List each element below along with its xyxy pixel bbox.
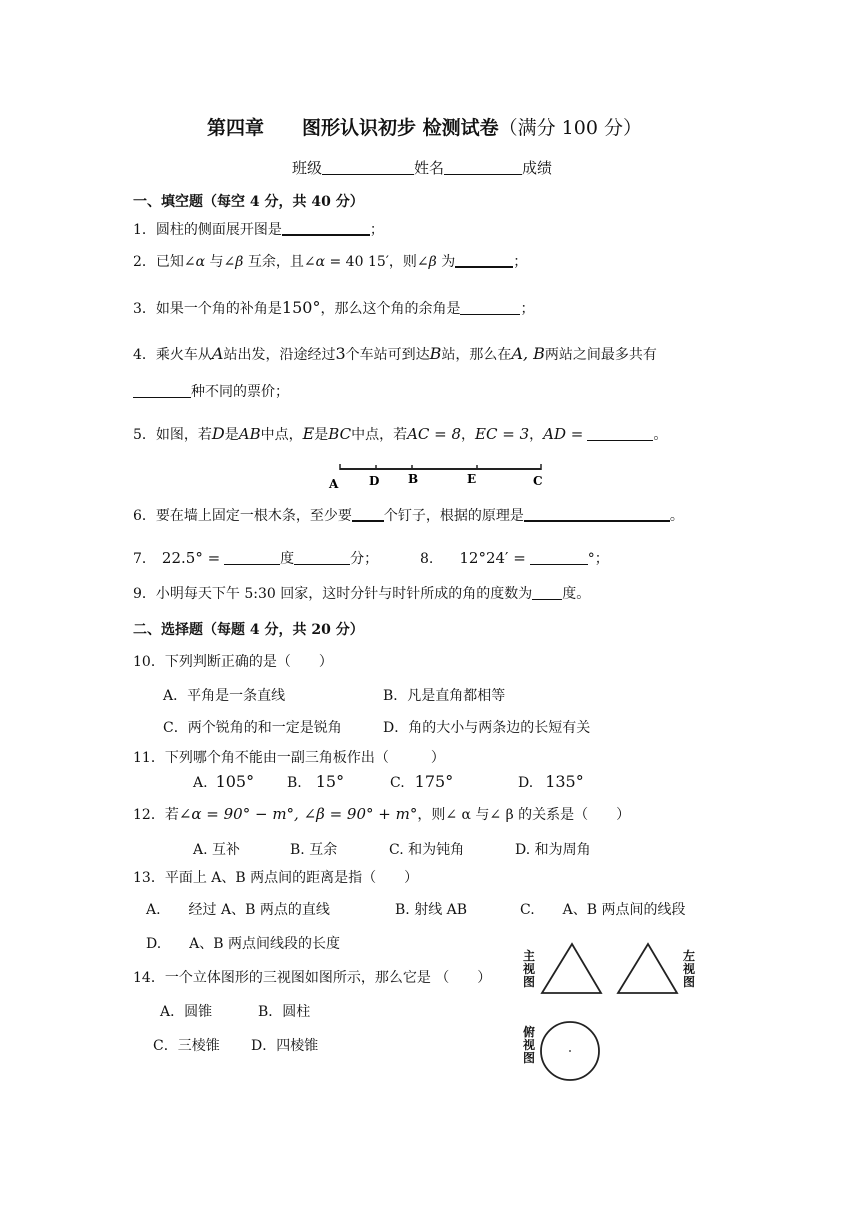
q7-value: 22.5° = bbox=[161, 549, 221, 567]
q2-part-c: 互余，且∠ bbox=[243, 254, 316, 270]
q13-option-a[interactable]: A. 经过 A、B 两点的直线 bbox=[146, 902, 330, 918]
name-label: 姓名 bbox=[414, 159, 445, 177]
q13-option-b[interactable]: B. 射线 AB bbox=[395, 902, 468, 918]
q11-b-value: 15° bbox=[315, 772, 345, 791]
q1-blank[interactable] bbox=[282, 220, 370, 236]
q6-blank1[interactable] bbox=[352, 506, 384, 522]
question-7 bbox=[133, 548, 378, 569]
q3-tail: ； bbox=[520, 301, 535, 317]
q12-suffix: ，则∠ α 与∠ β 的关系是（ ） bbox=[417, 807, 631, 823]
q4-line2-text: 种不同的票价； bbox=[191, 384, 289, 400]
q4-part-b: 站出发，沿途经过 bbox=[223, 347, 336, 363]
q4-part-d: 站，那么在 bbox=[441, 347, 512, 363]
page-title bbox=[207, 118, 642, 138]
q9-text: 9．小明每天下午 5:30 回家，这时分针与时针所成的角的度数为 bbox=[133, 586, 533, 602]
q11-option-b[interactable] bbox=[287, 772, 344, 793]
q2-part-b: 与∠ bbox=[205, 254, 236, 270]
q12-option-b[interactable]: B. 互余 bbox=[290, 842, 338, 858]
q14-option-d[interactable]: D．四棱锥 bbox=[251, 1038, 319, 1054]
q3-blank[interactable] bbox=[460, 300, 520, 315]
q14-option-a[interactable]: A．圆锥 bbox=[160, 1004, 213, 1020]
label-e: E bbox=[467, 472, 477, 486]
q12-option-c[interactable]: C. 和为钝角 bbox=[389, 842, 465, 858]
q5-ac-value: AC = 8 bbox=[407, 425, 462, 443]
q9-tail: 度。 bbox=[562, 586, 591, 602]
q5-segment-ab: AB bbox=[238, 425, 261, 443]
q11-c-letter: C. bbox=[390, 775, 405, 791]
q11-c-value: 175° bbox=[414, 772, 454, 791]
q11-d-value: 135° bbox=[545, 772, 584, 791]
top-view-circle bbox=[538, 1020, 602, 1082]
q11-d-letter: D. bbox=[518, 775, 534, 791]
question-5 bbox=[133, 424, 667, 445]
q3-text2: ，那么这个角的余角是 bbox=[320, 301, 461, 317]
q5-part-c: 中点， bbox=[260, 427, 303, 443]
q12-prefix: 12．若 bbox=[133, 807, 179, 823]
section1-heading: 一、填空题（每空 4 分，共 40 分） bbox=[133, 194, 364, 210]
q5-ec-value: EC = 3 bbox=[475, 425, 530, 443]
q11-a-value: 105° bbox=[215, 772, 255, 791]
question-11-stem: 11．下列哪个角不能由一副三角板作出（ ） bbox=[133, 750, 445, 766]
q7-minute-unit: 分； bbox=[350, 551, 379, 567]
q10-option-b[interactable]: B．凡是直角都相等 bbox=[383, 688, 506, 704]
q4-stations-ab: A, B bbox=[511, 344, 545, 363]
q12-option-d[interactable]: D. 和为周角 bbox=[515, 842, 591, 858]
q2-beta: β bbox=[235, 254, 244, 270]
label-d: D bbox=[369, 474, 380, 488]
question-1 bbox=[133, 220, 384, 240]
q4-station-b: B bbox=[429, 344, 442, 363]
q5-comma1: ， bbox=[461, 427, 476, 443]
question-12-stem bbox=[133, 804, 630, 825]
label-c: C bbox=[533, 474, 543, 488]
q11-option-d[interactable] bbox=[518, 772, 584, 793]
question-3 bbox=[133, 298, 534, 319]
front-view-triangle bbox=[540, 942, 604, 996]
question-8 bbox=[420, 548, 609, 569]
q6-part-b: 个钉子，根据的原理是 bbox=[383, 508, 524, 524]
q12-expression: ∠α = 90° − m°, ∠β = 90° + m° bbox=[178, 805, 418, 823]
q3-degree: 150° bbox=[281, 298, 321, 317]
q5-comma2: ， bbox=[529, 427, 544, 443]
q13-option-c[interactable]: C. A、B 两点间的线段 bbox=[520, 902, 686, 918]
q4-station-count: 3 bbox=[335, 344, 346, 363]
front-triangle-shape bbox=[542, 944, 601, 993]
q2-tail: ； bbox=[513, 254, 528, 270]
q7-blank2[interactable] bbox=[294, 550, 350, 565]
q6-part-a: 6．要在墙上固定一根木条，至少要 bbox=[133, 508, 352, 524]
label-a: A bbox=[329, 477, 339, 491]
question-10-stem: 10．下列判断正确的是（ ） bbox=[133, 654, 333, 670]
q6-tail: 。 bbox=[669, 508, 684, 524]
q5-segment-bc: BC bbox=[328, 425, 352, 443]
top-view-label: 俯视图 bbox=[523, 1025, 536, 1065]
q5-point-d: D bbox=[211, 424, 225, 443]
left-view-label: 左视图 bbox=[683, 949, 696, 989]
q5-part-d: 是 bbox=[314, 427, 329, 443]
q12-option-a[interactable]: A. 互补 bbox=[193, 842, 241, 858]
label-b: B bbox=[408, 472, 419, 486]
q4-blank[interactable] bbox=[133, 383, 191, 398]
front-view-label: 主视图 bbox=[523, 949, 536, 989]
q2-alpha2: α bbox=[315, 254, 326, 270]
title-score: （满分 100 分） bbox=[498, 117, 642, 139]
q1-tail: ； bbox=[369, 222, 384, 238]
q2-blank[interactable] bbox=[455, 252, 513, 268]
q5-point-e: E bbox=[302, 424, 315, 443]
left-triangle-shape bbox=[618, 944, 677, 993]
q5-blank[interactable] bbox=[587, 426, 653, 441]
q11-option-a[interactable] bbox=[193, 772, 254, 793]
q2-part-d: = 40 15′，则∠ bbox=[325, 254, 429, 270]
q2-part-e: 为 bbox=[436, 254, 456, 270]
center-dot bbox=[569, 1050, 571, 1052]
student-info bbox=[292, 158, 552, 178]
q3-text: 3．如果一个角的补角是 bbox=[133, 301, 282, 317]
q8-value: 12°24′ = bbox=[459, 549, 526, 567]
question-4 bbox=[133, 344, 657, 365]
class-label: 班级 bbox=[292, 159, 323, 177]
question-6 bbox=[133, 506, 684, 526]
q5-ad-label: AD = bbox=[543, 425, 584, 443]
q5-part-e: 中点，若 bbox=[351, 427, 408, 443]
q2-alpha: α bbox=[195, 254, 206, 270]
q5-part-a: 5．如图，若 bbox=[133, 427, 212, 443]
q7-degree-unit: 度 bbox=[280, 551, 295, 567]
q13-option-d[interactable]: D. A、B 两点间线段的长度 bbox=[146, 936, 341, 952]
q10-option-d[interactable]: D．角的大小与两条边的长短有关 bbox=[383, 720, 591, 736]
q4-station-a: A bbox=[211, 344, 224, 363]
q5-part-b: 是 bbox=[224, 427, 239, 443]
q6-blank2[interactable] bbox=[524, 506, 670, 522]
section2-heading: 二、选择题（每题 4 分，共 20 分） bbox=[133, 622, 364, 638]
q11-a-letter: A. bbox=[193, 775, 208, 791]
left-view-triangle bbox=[616, 942, 680, 996]
q8-number: 8. bbox=[420, 551, 434, 567]
name-blank[interactable] bbox=[444, 160, 522, 175]
q10-option-a[interactable]: A．平角是一条直线 bbox=[163, 688, 286, 704]
q14-option-c[interactable]: C．三棱锥 bbox=[153, 1038, 220, 1054]
q1-text: 1．圆柱的侧面展开图是 bbox=[133, 222, 282, 238]
question-9 bbox=[133, 584, 590, 604]
q4-part-a: 4．乘火车从 bbox=[133, 347, 212, 363]
question-13-stem: 13．平面上 A、B 两点间的距离是指（ ） bbox=[133, 870, 419, 886]
q14-option-b[interactable]: B．圆柱 bbox=[258, 1004, 311, 1020]
question-2 bbox=[133, 252, 527, 272]
segment-figure bbox=[326, 458, 548, 494]
q11-b-letter: B. bbox=[287, 775, 302, 791]
q9-blank[interactable] bbox=[532, 585, 562, 600]
q5-tail: 。 bbox=[653, 427, 668, 443]
title-main: 第四章 图形认识初步 检测试卷 bbox=[207, 117, 499, 139]
q2-part-a: 2．已知∠ bbox=[133, 254, 196, 270]
q10-option-c[interactable]: C．两个锐角的和一定是锐角 bbox=[163, 720, 342, 736]
question-4-line2 bbox=[133, 382, 289, 402]
q7-blank1[interactable] bbox=[224, 550, 280, 565]
q8-blank[interactable] bbox=[530, 550, 588, 565]
q2-beta2: β bbox=[428, 254, 437, 270]
q8-tail: °； bbox=[587, 551, 609, 567]
q11-option-c[interactable] bbox=[390, 772, 453, 793]
class-blank[interactable] bbox=[322, 160, 414, 175]
grade-label: 成绩 bbox=[522, 159, 553, 177]
question-14-stem: 14．一个立体图形的三视图如图所示，那么它是 （ ） bbox=[133, 970, 492, 986]
q4-part-c: 个车站可到达 bbox=[345, 347, 430, 363]
q4-part-e: 两站之间最多共有 bbox=[544, 347, 657, 363]
q7-number: 7． bbox=[133, 551, 156, 567]
